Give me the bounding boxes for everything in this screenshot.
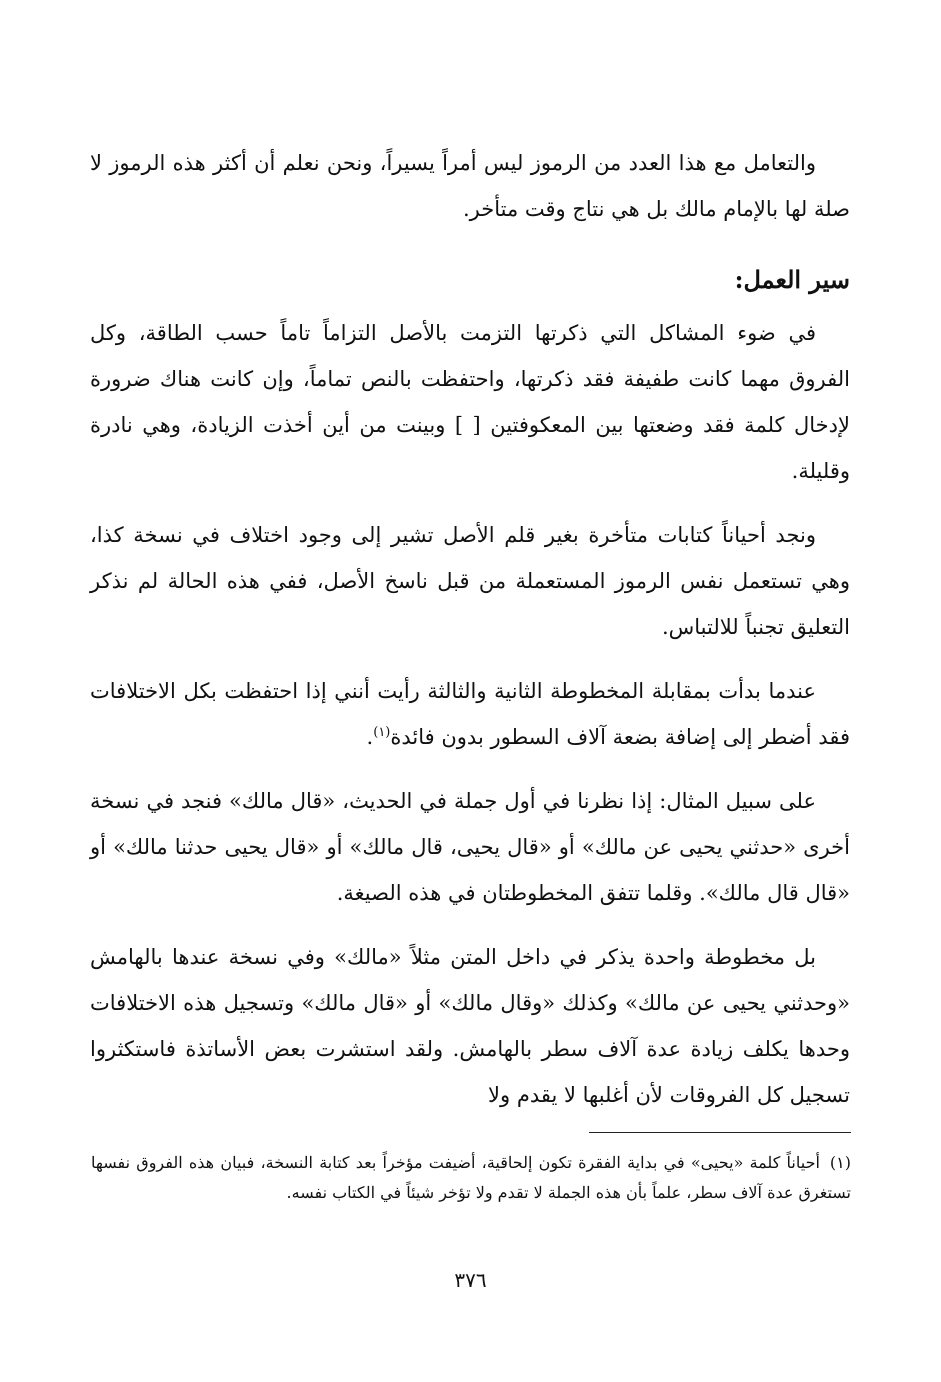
- paragraph-1: والتعامل مع هذا العدد من الرموز ليس أمراً يسيراً، ونحن نعلم أن أكثر هذه الرموز لا صلة لها بالإمام مالك بل هي نتاج وقت متأخر.: [90, 151, 850, 221]
- footnote-marker: (١): [829, 1153, 851, 1172]
- paragraph-6: بل مخطوطة واحدة يذكر في داخل المتن مثلاً «مالك» وفي نسخة عندها بالهامش «وحدثني يحيى عن مالك» وكذلك «وقال مالك» أو «قال مالك» وتسجيل هذه الاختلافات وحدها يكلف زيادة عدة آلاف سطر بالهامش. ولقد استشرت بعض الأساتذة فاستكثروا تسجيل كل الفروقات لأن أغلبها لا يقدم ولا: [90, 945, 850, 1107]
- paragraph-3: ونجد أحياناً كتابات متأخرة بغير قلم الأصل تشير إلى وجود اختلاف في نسخة كذا، وهي تستعمل نفس الرموز المستعملة من قبل ناسخ الأصل، ففي هذه الحالة لم نذكر التعليق تجنباً للالتباس.: [90, 523, 850, 639]
- paragraph-4-text: عندما بدأت بمقابلة المخطوطة الثانية والثالثة رأيت أنني إذا احتفظت بكل الاختلافات فقد أضطر إلى إضافة بضعة آلاف السطور بدون فائدة: [90, 679, 850, 749]
- footnote-divider: [589, 1132, 851, 1133]
- footnote: [91, 1148, 851, 1208]
- paragraph-4: [90, 668, 850, 760]
- footnote-reference: (١): [373, 725, 391, 740]
- main-text: [90, 140, 850, 1136]
- page-number: ٣٧٦: [454, 1268, 487, 1292]
- footnote-text: أحياناً كلمة «يحيى» في بداية الفقرة تكون إلحاقية، أضيفت مؤخراً بعد كتابة النسخة، فبيان هذه الفروق نفسها تستغرق عدة آلاف سطر، علماً بأن هذه الجملة لا تقدم ولا تؤخر شيئاً في الكتاب نفسه.: [91, 1153, 851, 1202]
- paragraph-2: في ضوء المشاكل التي ذكرتها التزمت بالأصل التزاماً تاماً حسب الطاقة، وكل الفروق مهما كانت طفيفة فقد ذكرتها، واحتفظت بالنص تماماً، وإن كانت هناك ضرورة لإدخال كلمة فقد وضعتها بين المعكوفتين [ ] وبينت من أين أخذت الزيادة، وهي نادرة وقليلة.: [90, 321, 850, 483]
- paragraph-5: على سبيل المثال: إذا نظرنا في أول جملة في الحديث، «قال مالك» فنجد في نسخة أخرى «حدثني يحيى عن مالك» أو «قال يحيى، قال مالك» أو «قال يحيى حدثنا مالك» أو «قال قال مالك». وقلما تتفق المخطوطتان في هذه الصيغة.: [90, 789, 850, 905]
- paragraph-4-end: .: [366, 725, 374, 749]
- section-heading: سير العمل:: [734, 265, 850, 294]
